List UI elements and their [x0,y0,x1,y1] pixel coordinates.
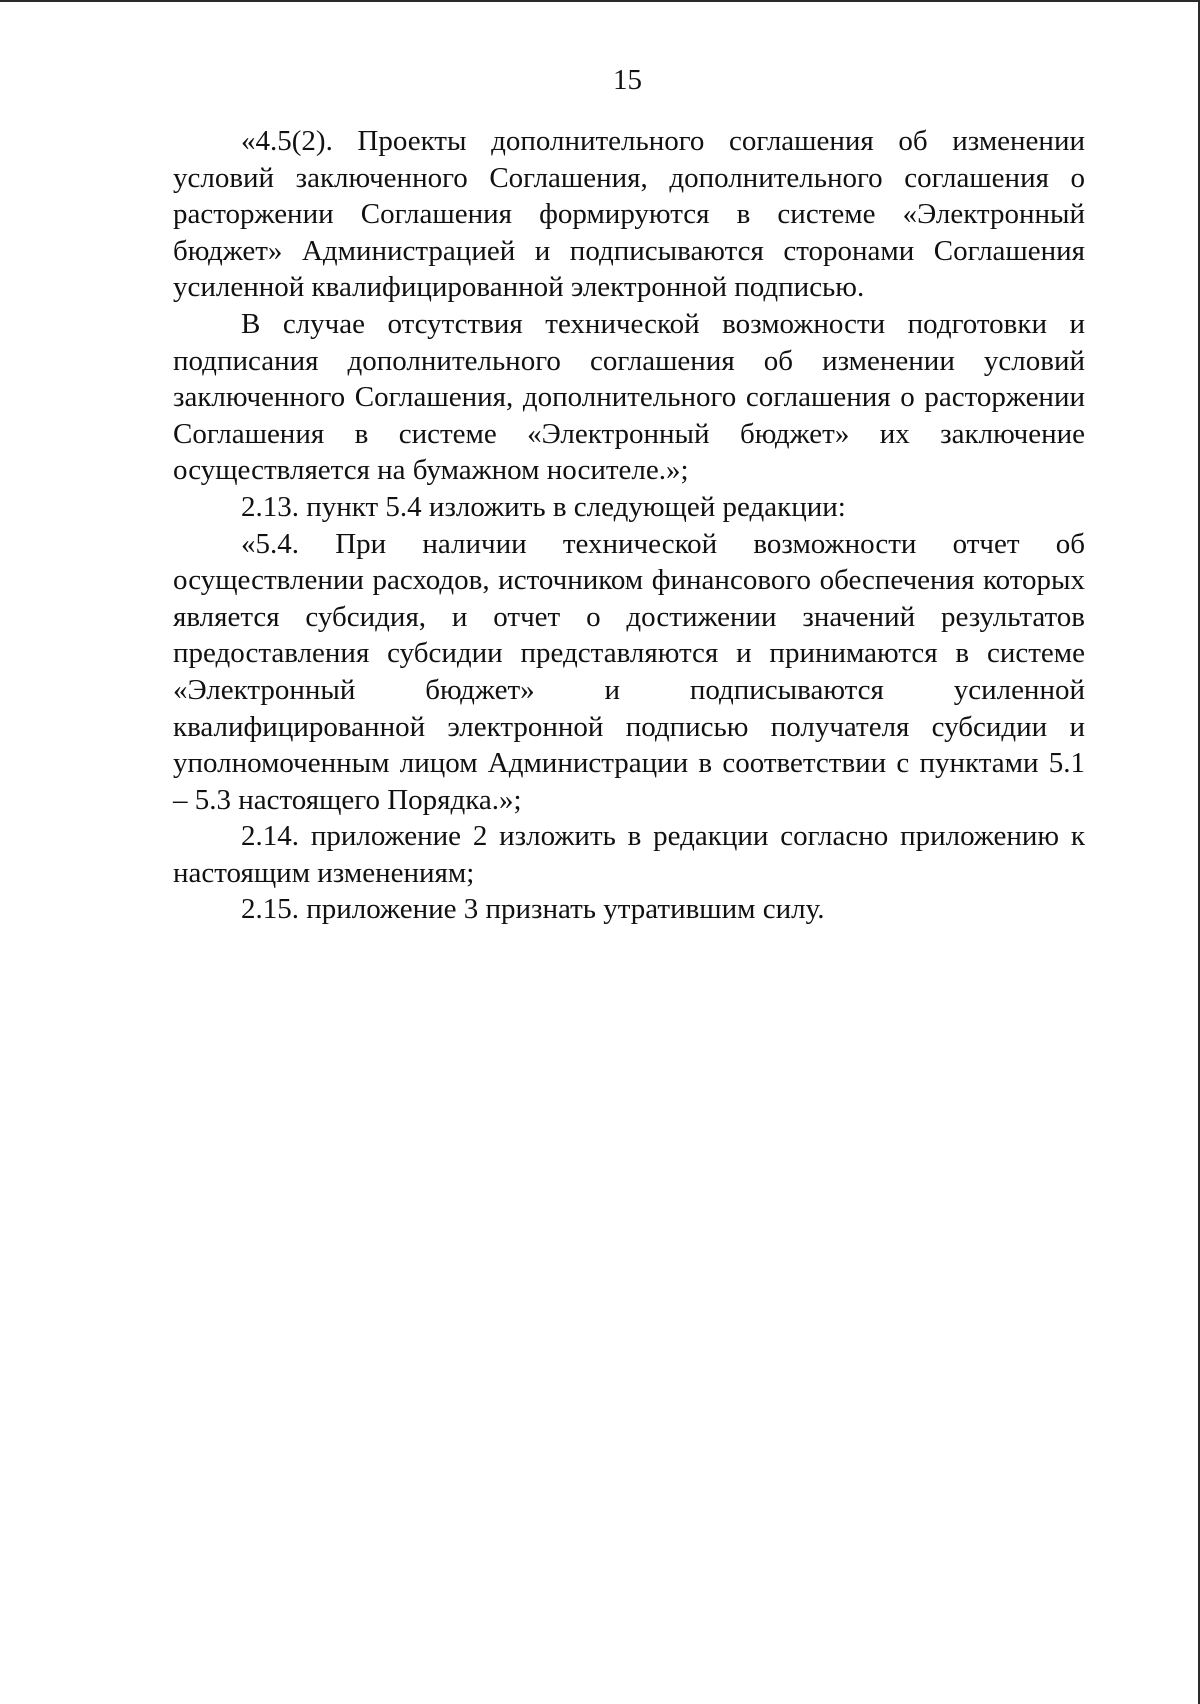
paragraph-2-13: 2.13. пункт 5.4 изложить в следующей редакции: [241,490,846,523]
paragraph-paper-fallback: В случае отсутствия технической возможности подготовки и подписания дополнительного соглашения об изменении условий заключенного Соглашения, дополнительного соглашения о расторжении Соглашения в системе «Электронный бюджет» их заключение осуществляется на бумажном носителе.»; [173,307,1085,487]
paragraph-4-5-2: «4.5(2). Проекты дополнительного соглашения об изменении условий заключенного Соглашения, дополнительного соглашения о расторжении Соглашения формируются в системе «Электронный бюджет» Администрацией и подписываются сторонами Соглашения усиленной квалифицированной электронной подписью. [173,125,1085,304]
document-body [173,123,1085,928]
page-number: 15 [613,64,642,96]
paragraph-2-15: 2.15. приложение 3 признать утратившим силу. [241,893,825,926]
paragraph-2-14: 2.14. приложение 2 изложить в редакции согласно приложению к настоящим изменениям; [173,820,1085,889]
scan-border-top [0,0,1200,2]
paragraph-5-4: «5.4. При наличии технической возможности отчет об осуществлении расходов, источником финансового обеспечения которых является субсидия, и отчет о достижении значений результатов предоставления субсидии представляются и принимаются в системе «Электронный бюджет» и подписываются усиленной квалифицированной электронной подписью получателя субсидии и уполномоченным лицом Администрации в соответствии с пунктами 5.1 – 5.3 настоящего Порядка.»; [173,527,1085,816]
